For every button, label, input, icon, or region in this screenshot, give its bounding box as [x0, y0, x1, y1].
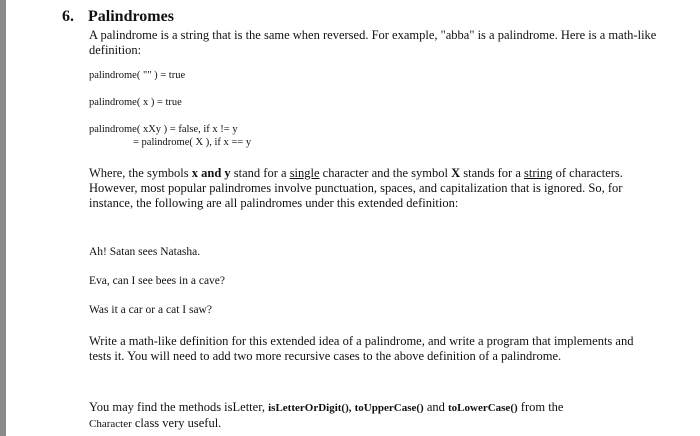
- section-number: 6.: [62, 8, 74, 25]
- closing-paragraph: [89, 400, 659, 432]
- task-paragraph: Write a math-like definition for this extended idea of a palindrome, and write a program that implements and tests it. You will need to add two more recursive cases to the above definition of a palindrome.: [89, 334, 634, 363]
- closing-text: class very useful.: [131, 416, 222, 430]
- explanation-text: of characters. However, most popular palindromes involve punctuation, spaces, and capitalization that is ignored. So, for instance, the following are all palindromes under this extended definition:: [89, 166, 623, 210]
- explanation-text: Where, the symbols: [89, 166, 192, 180]
- example-palindrome-2: Eva, can I see bees in a cave?: [89, 275, 226, 287]
- definition-base-empty: palindrome( "" ) = true: [89, 70, 186, 81]
- underlined-string: string: [524, 166, 553, 180]
- example-palindrome-3: Was it a car or a cat I saw?: [89, 304, 212, 316]
- method-touppercase: toUpperCase(): [354, 402, 424, 414]
- explanation-text: stands for a: [460, 166, 524, 180]
- symbol-y: y: [224, 166, 231, 180]
- word-and: and: [201, 166, 222, 180]
- section-heading: [62, 8, 174, 26]
- intro-paragraph: A palindrome is a string that is the same when reversed. For example, "abba" is a palindrome. Here is a math-like definition:: [89, 28, 657, 57]
- definition-recursive-text: = palindrome( X ), if x == y: [133, 137, 252, 148]
- example-palindrome-1: Ah! Satan sees Natasha.: [89, 246, 201, 258]
- symbol-x: x: [191, 166, 199, 180]
- explanation-text: stand for a: [230, 166, 290, 180]
- symbol-X: X: [451, 166, 461, 180]
- method-isletterordigit: isLetterOrDigit(),: [268, 402, 352, 414]
- explanation-paragraph: [89, 166, 657, 211]
- closing-text: and: [423, 400, 448, 414]
- definition-recursive-false: palindrome( xXy ) = false, if x != y: [89, 124, 238, 135]
- class-name-character: Character: [89, 418, 132, 430]
- closing-text: from the: [517, 400, 564, 414]
- definition-recursive-true: [89, 137, 251, 149]
- underlined-single: single: [289, 166, 320, 180]
- definition-base-single: palindrome( x ) = true: [89, 97, 182, 108]
- section-title: Palindromes: [88, 8, 174, 25]
- closing-text: You may find the methods isLetter,: [89, 400, 269, 414]
- explanation-text: character and the symbol: [319, 166, 452, 180]
- method-tolowercase: toLowerCase(): [448, 402, 518, 414]
